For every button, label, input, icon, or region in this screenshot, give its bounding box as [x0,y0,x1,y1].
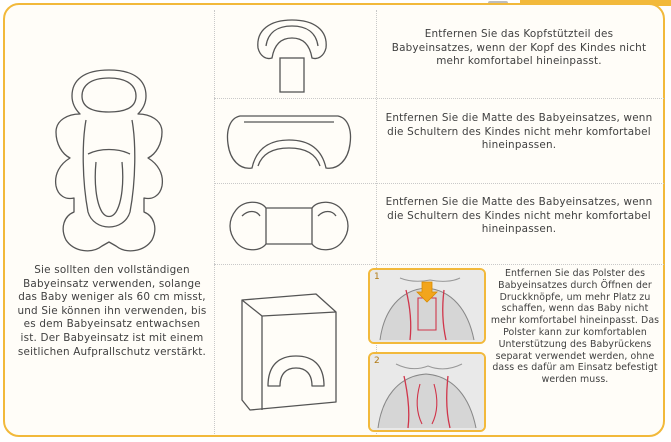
photo-number-1: 1 [374,272,380,282]
pad-illustration [228,290,348,414]
divider-row-1 [214,98,664,99]
photo-number-2: 2 [374,356,380,366]
full-baby-insert-illustration [44,62,174,258]
headrest-illustration [246,16,338,94]
seat-photo-1-illustration [370,270,484,342]
full-insert-caption: Sie sollten den vollständigen Babyeinsatz verwenden, solange das Baby weniger als 60 cm misst, und Sie können ihn verwenden, bis es dem Babyeinsatz entwachsen ist. Der Babyeinsatz ist mit einem seitlichen Aufprallschutz verstärkt. [17,264,207,358]
cushion-illustration [226,196,352,256]
step-3-text: Entfernen Sie die Matte des Babyeinsatzes, wenn die Schultern des Kindes nicht mehr komfortabel hineinpassen. [385,196,653,236]
step-1-text: Entfernen Sie das Kopfstützteil des Babyeinsatzes, wenn der Kopf des Kindes nicht mehr komfortabel hineinpasst. [391,28,647,68]
divider-row-2 [214,183,664,184]
divider-left [214,10,215,434]
step-4-text: Entfernen Sie das Polster des Babyeinsatzes durch Öffnen der Druckknöpfe, um mehr Platz zu schaffen, wenn das Baby nicht mehr komfortabel hineinpasst. Das Polster kann zur komfortablen Unterstützung des Babyrückens separat verwendet werden, ohne dass es dafür am Einsatz befestigt werden muss. [490,268,660,386]
seat-photo-2-illustration [370,354,484,430]
step-photo-1 [368,268,486,344]
step-photo-2 [368,352,486,432]
divider-row-3 [214,264,664,265]
step-2-text: Entfernen Sie die Matte des Babyeinsatzes, wenn die Schultern des Kindes nicht mehr komfortabel hineinpassen. [385,112,653,152]
mat-illustration [226,110,352,176]
